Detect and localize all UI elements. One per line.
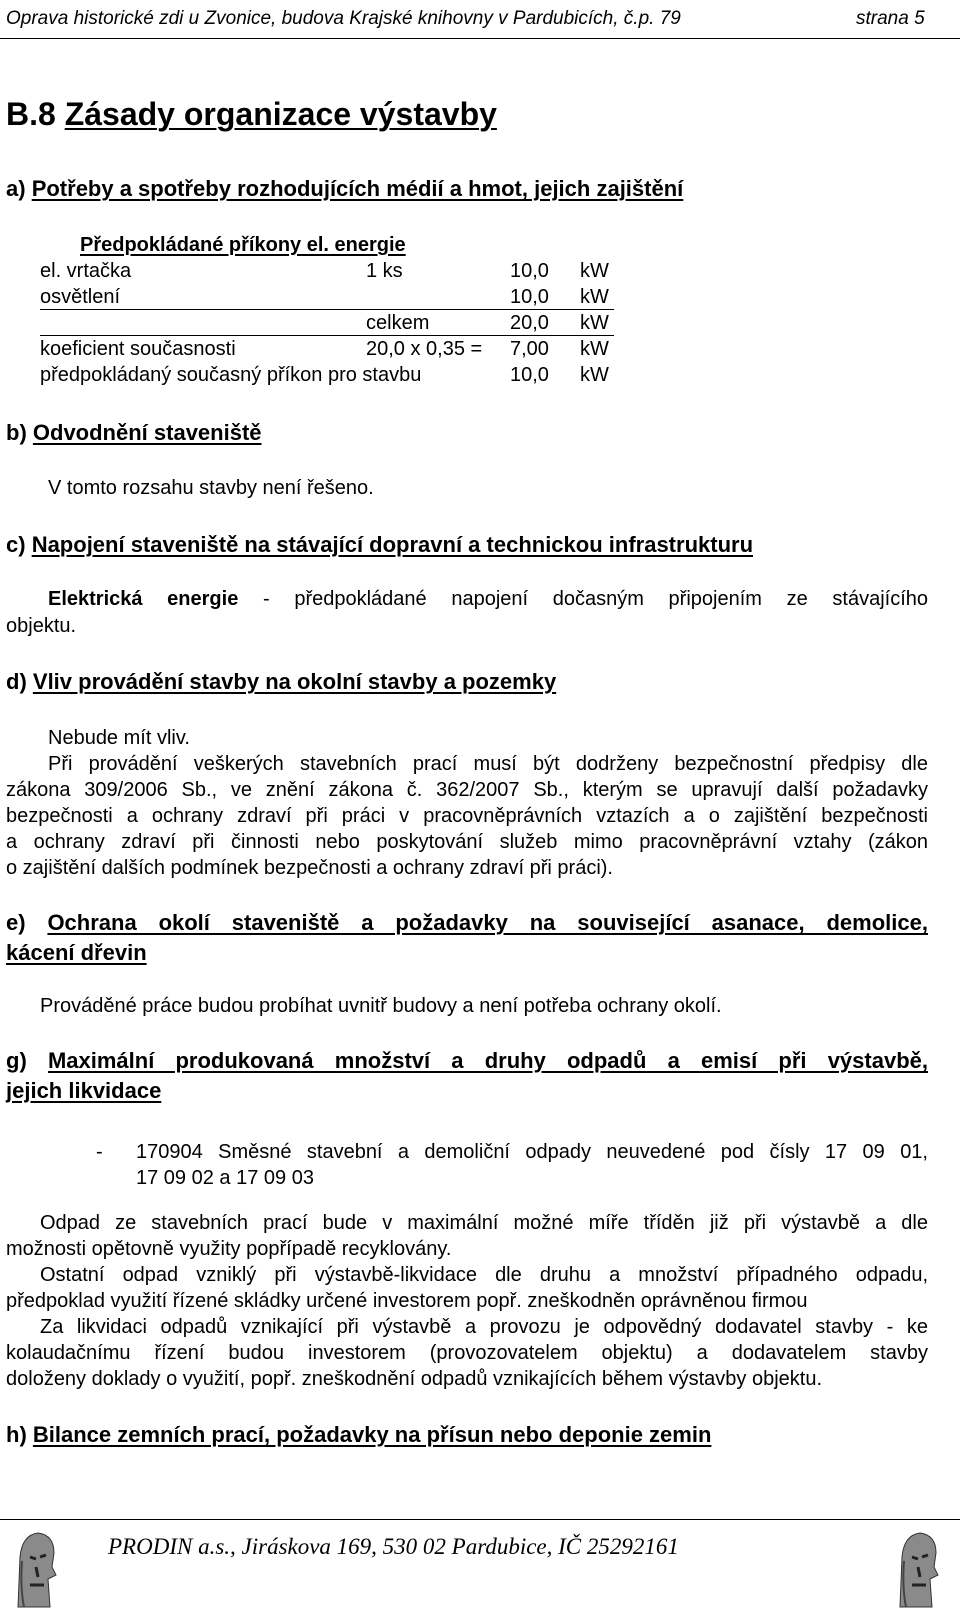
heading-text: Bilance zemních prací, požadavky na přísun nebo deponie zemin — [32, 1422, 712, 1447]
row-value: 10,0 — [510, 260, 549, 282]
row-unit: kW — [580, 286, 609, 308]
heading-b — [6, 420, 262, 446]
heading-prefix: d) — [6, 669, 27, 694]
paragraph-line: bezpečnosti a ochrany zdraví při práci v pracovněprávních vztazích a o zajištění bezpečnosti — [6, 805, 928, 827]
row-label: osvětlení — [40, 286, 121, 308]
subheading-power — [80, 234, 406, 257]
heading-text: Ochrana okolí staveniště a požadavky na související asanace, demolice, — [47, 910, 928, 935]
row-unit: kW — [580, 364, 609, 386]
heading-prefix: c) — [6, 532, 26, 557]
heading-prefix: h) — [6, 1422, 27, 1447]
paragraph-line: Nebude mít vliv. — [48, 727, 190, 749]
row-unit: kW — [580, 312, 609, 334]
paragraph-b: V tomto rozsahu stavby není řešeno. — [48, 477, 374, 499]
section-title-text: Zásady organizace výstavby — [64, 96, 497, 132]
heading-prefix: g) — [6, 1048, 27, 1073]
paragraph-line: možnosti opětovně využity popřípadě recyklovány. — [6, 1238, 452, 1260]
paragraph-text: - předpokládané napojení dočasným připojením ze stávajícího — [238, 588, 928, 610]
paragraph-line: Odpad ze stavebních prací bude v maximální možné míře tříděn již při výstavbě a dle — [40, 1212, 928, 1234]
paragraph-line: Při provádění veškerých stavebních prací musí být dodrženy bezpečnostní předpisy dle — [48, 753, 928, 775]
heading-text: kácení dřevin — [6, 940, 147, 965]
row-value: 10,0 — [510, 364, 549, 386]
heading-g — [6, 1048, 928, 1104]
document-title: Oprava historické zdi u Zvonice, budova Krajské knihovny v Pardubicích, č.p. 79 — [6, 8, 681, 29]
moai-logo-right — [890, 1527, 946, 1609]
paragraph-c-line1 — [48, 586, 928, 613]
heading-prefix: a) — [6, 176, 26, 201]
heading-text: Napojení staveniště na stávající dopravní a technickou infrastrukturu — [31, 532, 754, 557]
paragraph-line: Ostatní odpad vzniklý při výstavbě-likvidace dle druhu a množství případného odpadu, — [40, 1264, 928, 1286]
list-bullet: - — [96, 1141, 103, 1163]
row-value: 7,00 — [510, 338, 549, 360]
heading-text: Potřeby a spotřeby rozhodujících médií a hmot, jejich zajištění — [31, 176, 684, 201]
moai-logo-left — [8, 1527, 64, 1609]
paragraph-c-line2: objektu. — [6, 615, 77, 637]
row-value: 10,0 — [510, 286, 549, 308]
paragraph-line: Za likvidaci odpadů vznikající při výstavbě a provozu je odpovědný dodavatel stavby - ke — [40, 1316, 928, 1338]
paragraph-line: kolaudačnímu řízení budou investorem (provozovatelem objektu) a dodavatelem stavby — [6, 1342, 928, 1364]
subheading-text: Předpokládané příkony el. energie — [80, 234, 406, 256]
row-unit: kW — [580, 338, 609, 360]
heading-text: Odvodnění staveniště — [32, 420, 262, 445]
page-number: strana 5 — [856, 8, 925, 29]
paragraph-line: o zajištění dalších podmínek bezpečnosti a ochrany zdraví při práci). — [6, 857, 613, 879]
page-header — [0, 0, 960, 39]
heading-text: Vliv provádění stavby na okolní stavby a pozemky — [32, 669, 557, 694]
heading-d — [6, 669, 556, 695]
heading-e — [6, 910, 928, 966]
heading-h — [6, 1422, 711, 1448]
list-item: 170904 Směsné stavební a demoliční odpady neuvedené pod čísly 17 09 01, — [136, 1141, 928, 1163]
row-value: 20,0 — [510, 312, 549, 334]
footer-rule — [0, 1519, 960, 1520]
section-number: B.8 — [6, 96, 56, 132]
heading-a — [6, 176, 683, 202]
paragraph-e: Prováděné práce budou probíhat uvnitř budovy a není potřeba ochrany okolí. — [40, 995, 722, 1017]
list-item: 17 09 02 a 17 09 03 — [136, 1167, 314, 1189]
row-mid: 1 ks — [366, 260, 403, 282]
row-mid: 20,0 x 0,35 = — [366, 338, 483, 360]
row-mid: celkem — [366, 312, 430, 334]
row-unit: kW — [580, 260, 609, 282]
section-title — [6, 96, 497, 133]
paragraph-line: zákona 309/2006 Sb., ve znění zákona č. 362/2007 Sb., kterým se upravují další požadavky — [6, 779, 928, 801]
heading-prefix: e) — [6, 910, 26, 935]
heading-text: Maximální produkovaná množství a druhy odpadů a emisí při výstavbě, — [47, 1048, 928, 1073]
row-label: předpokládaný současný příkon pro stavbu — [40, 364, 422, 386]
row-label: koeficient současnosti — [40, 338, 236, 360]
row-label: el. vrtačka — [40, 260, 132, 282]
heading-prefix: b) — [6, 420, 27, 445]
footer-address: PRODIN a.s., Jiráskova 169, 530 02 Pardubice, IČ 25292161 — [108, 1534, 679, 1559]
heading-text: jejich likvidace — [6, 1078, 162, 1103]
heading-c — [6, 532, 753, 558]
paragraph-line: doloženy doklady o využití, popř. zneškodnění odpadů vznikajících během výstavby objektu. — [6, 1368, 823, 1390]
paragraph-line: předpoklad využití řízené skládky určené investorem popř. zneškodněn oprávněnou firmou — [6, 1290, 808, 1312]
paragraph-line: a ochrany zdraví při činnosti nebo poskytování služeb mimo pracovněprávní vztahy (zákon — [6, 831, 928, 853]
bold-label: Elektrická energie — [48, 588, 239, 610]
